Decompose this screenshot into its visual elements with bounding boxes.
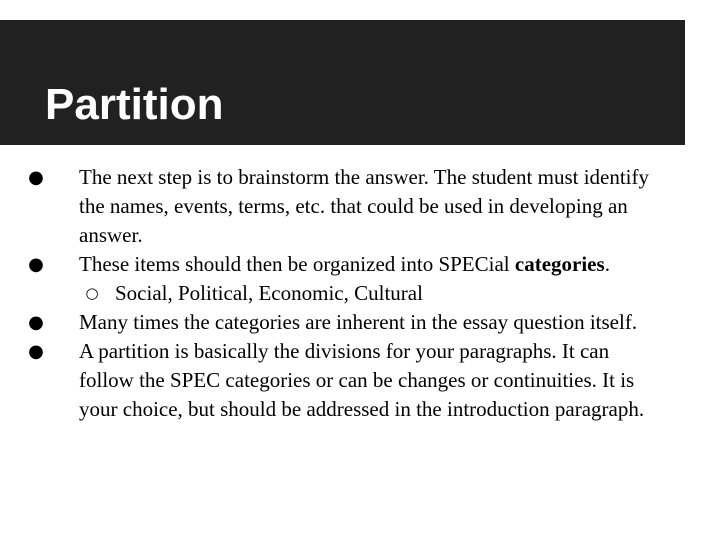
bullet-item-partition-definition (0, 337, 669, 424)
bullet-dot-icon: ● (28, 341, 44, 362)
slide-title: Partition (45, 80, 224, 129)
sub-bullet-item-spec (0, 279, 720, 308)
bullet-item-inherent (0, 308, 669, 337)
bullet-text: The next step is to brainstorm the answer. The student must identify the names, events, terms, etc. that could be used in developing an answer. (79, 165, 650, 247)
bullet-list (0, 163, 720, 424)
bullet-text: A partition is basically the divisions for your paragraphs. It can follow the SPEC categories or can be changes or continuities. It is your choice, but should be addressed in the introduction paragraph. (79, 339, 645, 421)
bullet-text-bold: categories (514, 252, 605, 276)
bullet-text: Many times the categories are inherent in the essay question itself. (79, 310, 638, 334)
bullet-dot-icon: ● (28, 254, 44, 275)
bullet-text: These items should then be organized into SPECial (79, 252, 515, 276)
sub-bullet-circle-icon: ○ (85, 284, 99, 302)
bullet-item-brainstorm (0, 163, 669, 250)
bullet-dot-icon: ● (28, 312, 44, 333)
sub-bullet-text: Social, Political, Economic, Cultural (115, 281, 423, 305)
bullet-item-categories (0, 250, 669, 279)
bullet-text-end: . (604, 252, 610, 276)
bullet-dot-icon: ● (28, 167, 44, 188)
